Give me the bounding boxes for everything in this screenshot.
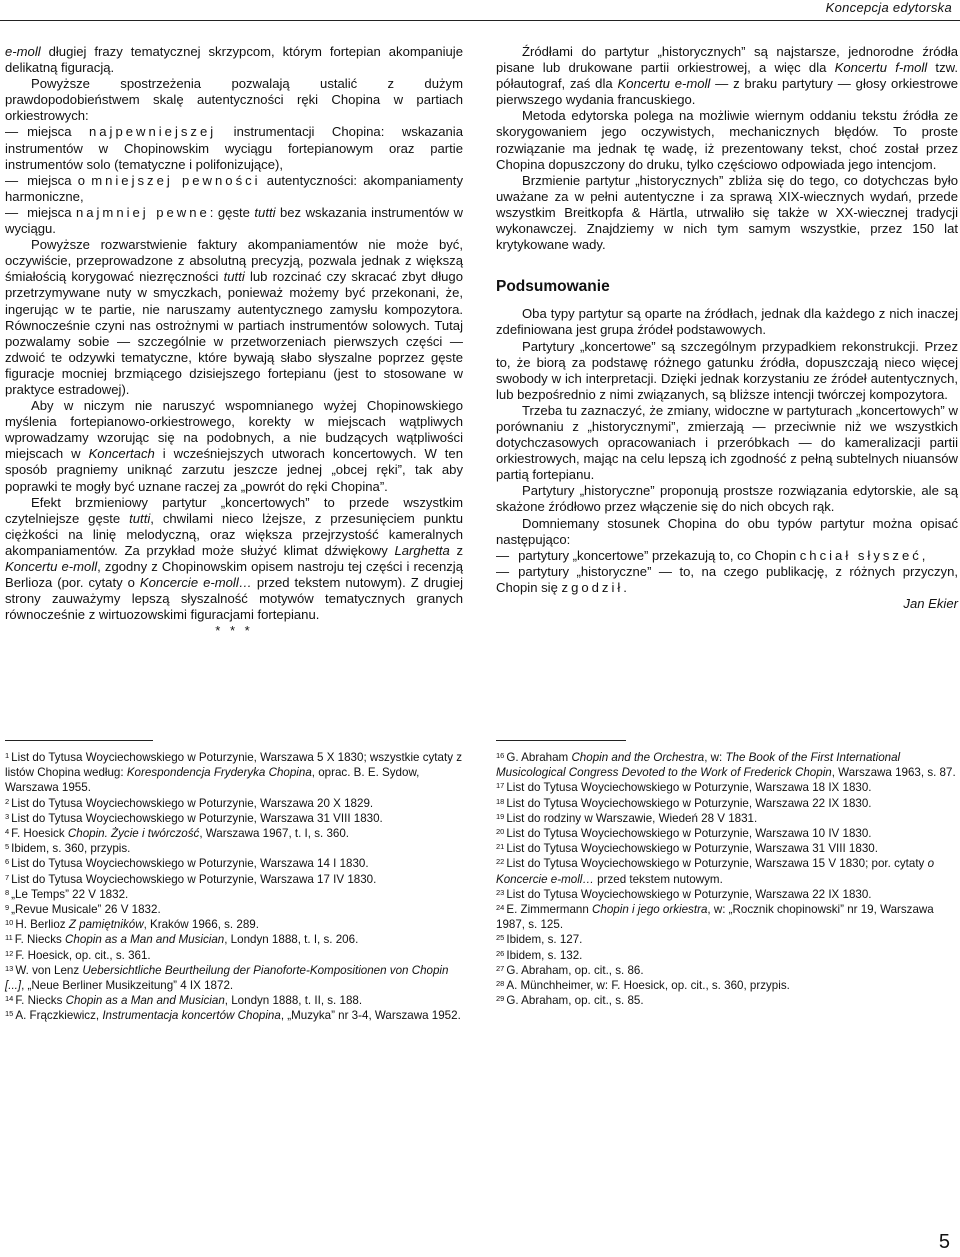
footnote-text: G. Abraham, op. cit., s. 85. [506, 994, 644, 1008]
footnote-number: 18 [496, 796, 505, 806]
footnote-number: 29 [496, 994, 505, 1004]
footnote-text: F. Hoesick Chopin. Życie i twórczość, Warszawa 1967, t. I, s. 360. [11, 827, 350, 841]
footnote-number: 11 [5, 933, 13, 943]
footnote [496, 856, 958, 886]
footnote-number: 7 [5, 872, 10, 882]
paragraph: Partytury „koncertowe” są szczególnym przypadkiem rekonstrukcji. Przez to, że biorą za podstawę różnego gatunku źródła, dopuszczają nieco więcej swobody w ich interpretacji. Dzięki jednak korzystaniu ze źródeł autentycznych, lub bezpośrednio z nimi związanych, są bliższe intencji twórczej kompozytora. [496, 338, 958, 402]
footnote-number: 8 [5, 887, 10, 897]
footnote-number: 27 [496, 963, 505, 973]
left-column [5, 44, 463, 639]
footnote [5, 872, 463, 887]
footnote-text: List do Tytusa Woyciechowskiego w Poturzynie, Warszawa 18 IX 1830. [506, 781, 872, 795]
footnote [496, 993, 958, 1008]
footnote [5, 948, 463, 963]
footnote-text: „Le Temps” 22 V 1832. [11, 887, 129, 901]
footnote-text: A. Frączkiewicz, Instrumentacja koncertów Chopina, „Muzyka” nr 3-4, Warszawa 1952. [15, 1009, 461, 1023]
running-head: Koncepcja edytorska [825, 0, 952, 15]
footnote-text: List do Tytusa Woyciechowskiego w Poturzynie, Warszawa 17 IV 1830. [11, 872, 377, 886]
paragraph: Oba typy partytur są oparte na źródłach, jednak dla każdego z nich inaczej zdefiniowana jest grupa źródeł podstawowych. [496, 306, 958, 338]
footnote-number: 9 [5, 903, 10, 913]
footnote-number: 19 [496, 811, 505, 821]
footnote [5, 796, 463, 811]
footnote [5, 1008, 463, 1023]
footnote-text: List do Tytusa Woyciechowskiego w Poturzynie, Warszawa 5 X 1830; wszystkie cytaty z listów Chopina według: Korespondencja Fryderyka Chopina, oprac. B. E. Sydow, Warszawa 1955. [5, 751, 463, 795]
footnote-text: G. Abraham, op. cit., s. 86. [506, 963, 644, 977]
footnote-number: 22 [496, 857, 505, 867]
author-signature: Jan Ekier [903, 596, 958, 611]
footnote-number: 5 [5, 842, 10, 852]
footnote-text: A. Münchheimer, w: F. Hoesick, op. cit., s. 360, przypis. [506, 979, 790, 993]
footnote-number: 3 [5, 811, 10, 821]
footnote-rule-right [496, 740, 626, 741]
footnote [496, 932, 958, 947]
footnote-number: 4 [5, 827, 10, 837]
footnote [5, 932, 463, 947]
footnotes-left [5, 750, 463, 1024]
dash-list-item: — partytury „historyczne” — to, na czego publikację, z różnych przyczyn, Chopin się zgodził. [496, 564, 958, 596]
footnote [496, 948, 958, 963]
footnote-text: List do Tytusa Woyciechowskiego w Poturzynie, Warszawa 22 IX 1830. [506, 887, 872, 901]
footnote [496, 750, 958, 780]
footnote-text: H. Berlioz Z pamiętników, Kraków 1966, s. 289. [15, 918, 259, 932]
footnote [496, 887, 958, 902]
paragraph: Brzmienie partytur „historycznych” zbliża się do tego, co dotychczas było uważane za w pełni autentyczne i za sprawą XIX-wiecznych wydań, przede wszystkim Breitkopfa & Härtla, utrwaliło się także w XX-wiecznej tradycji wykonawczej. Znajdziemy w nich tym samym wszystkie, przez 150 lat krytykowane wady. [496, 172, 958, 253]
section-heading: Podsumowanie [496, 278, 610, 296]
footnote-number: 21 [496, 842, 505, 852]
footnote-number: 24 [496, 903, 505, 913]
footnote [5, 750, 463, 796]
footnote-text: E. Zimmermann Chopin i jego orkiestra, w: „Rocznik chopinowski” nr 19, Warszawa 1987, s. 125. [496, 903, 934, 932]
paragraph: Partytury „historyczne” proponują prostsze rozwiązania edytorskie, ale są skażone źródłowo przez włączenie się do nich obcych rąk. [496, 483, 958, 515]
footnote [496, 978, 958, 993]
footnote [5, 887, 463, 902]
footnote-text: Ibidem, s. 127. [506, 933, 583, 947]
footnote [5, 826, 463, 841]
footnote-number: 16 [496, 751, 505, 760]
footnote-number: 20 [496, 827, 505, 837]
footnote-text: F. Niecks Chopin as a Man and Musician, Londyn 1888, t. I, s. 206. [14, 933, 359, 947]
footnote [496, 780, 958, 795]
paragraph: e-moll długiej frazy tematycznej skrzypcom, którym fortepian akompaniuje delikatną figuracją. [5, 44, 463, 76]
footnote-text: „Revue Musicale” 26 V 1832. [11, 903, 161, 917]
paragraph: Metoda edytorska polega na możliwie wiernym oddaniu tekstu źródła ze skorygowaniem jego oczywistych, mechanicznych błędów. To proste rozwiązanie ma jednak tę wadę, iż prezentowany tekst, choć został przez Chopina dopuszczony do druku, tylko częściowo odpowiada jego intencjom. [496, 108, 958, 172]
footnote-number: 23 [496, 887, 505, 897]
footnote-number: 26 [496, 948, 505, 958]
footnote-number: 13 [5, 963, 14, 973]
footnote-text: List do Tytusa Woyciechowskiego w Poturzynie, Warszawa 15 V 1830; por. cytaty o Koncercie e-moll… przed tekstem nutowym. [496, 857, 935, 886]
footnote-text: W. von Lenz Uebersichtliche Beurtheilung der Pianoforte-Kompositionen von Chopin [...], „Neue Berliner Musikzeitung” 4 IX 1872. [5, 963, 449, 993]
footnote-number: 6 [5, 857, 10, 867]
footnote [496, 902, 958, 932]
dash-list-item: — partytury „koncertowe” przekazują to, co Chopin chciał słyszeć, [496, 548, 958, 564]
footnote-number: 14 [5, 994, 14, 1004]
footnote [5, 917, 463, 932]
section-divider: * * * [215, 623, 253, 639]
paragraph: Trzeba tu zaznaczyć, że zmiany, widoczne w partyturach „koncertowych” w porównaniu z „historycznymi”, zmierzają — przeciwnie niż we wszystkich dotychczasowych opracowaniach i przeróbkach — do kameralizacji partii orkiestrowych, mając na celu lepszą ich zgodność z pełną subtelnych niuansów partią fortepianu. [496, 402, 958, 483]
paragraph: Aby w niczym nie naruszyć wspomnianego wyżej Chopinowskiego myślenia fortepianowo-orkiestrowego, korekty w miejscach wątpliwych wprowadzamy wzorując się na podobnych, a nie budzących wątpliwości miejscach w Koncertach i wcześniejszych utworach koncertowych. W ten sposób pragniemy uniknąć zarzutu jeszcze jednej „obcej ręki”, tak aby poprawki te mogły być uznane raczej za „powrót do ręki Chopina”. [5, 398, 463, 494]
footnote-rule-left [5, 740, 153, 741]
footnote [5, 963, 463, 993]
footnote-number: 10 [5, 918, 14, 928]
footnote [496, 796, 958, 811]
footnote-text: G. Abraham Chopin and the Orchestra, w: The Book of the First International Musicological Congress Devoted to the Work of Frederick Chopin, Warszawa 1963, s. 87. [496, 751, 956, 780]
footnote-text: List do Tytusa Woyciechowskiego w Poturzynie, Warszawa 14 I 1830. [11, 857, 369, 871]
page-number: 5 [938, 1231, 950, 1253]
footnote-number: 15 [5, 1009, 14, 1019]
footnote [496, 841, 958, 856]
footnote-text: List do Tytusa Woyciechowskiego w Poturzynie, Warszawa 10 IV 1830. [506, 827, 872, 841]
header-rule [0, 20, 960, 21]
paragraph: Domniemany stosunek Chopina do obu typów partytur można opisać następująco: [496, 515, 958, 547]
footnote-number: 12 [5, 948, 14, 958]
footnote-number: 25 [496, 933, 505, 943]
footnote-text: F. Niecks Chopin as a Man and Musician, Londyn 1888, t. II, s. 188. [15, 994, 363, 1008]
footnote-number: 1 [5, 751, 10, 760]
footnote [496, 826, 958, 841]
footnote-text: List do Tytusa Woyciechowskiego w Poturzynie, Warszawa 31 VIII 1830. [11, 811, 383, 825]
footnote-text: Ibidem, s. 132. [506, 948, 583, 962]
paragraph: Efekt brzmieniowy partytur „koncertowych” to przede wszystkim czytelniejsze gęste tutti, chwilami nieco lżejsze, z przesunięciem punktu ciężkości na linię melodyczną, oraz większa przejrzystość kameralnych akompaniamentów. Za przykład może służyć klimat dźwiękowy Larghetta z Koncertu e-moll, zgodny z Chopinowskim opisem nastroju tej części i recenzją Berlioza (por. cytaty o Koncercie e-moll… przed tekstem nutowym). Z drugiej strony zauważymy lepszą słyszalność motywów tematycznych granych równocześnie z wirtuozowskimi figuracjami fortepianu. [5, 494, 464, 623]
footnote-text: List do Tytusa Woyciechowskiego w Poturzynie, Warszawa 20 X 1829. [11, 796, 374, 810]
footnote [5, 841, 463, 856]
footnote-text: List do Tytusa Woyciechowskiego w Poturzynie, Warszawa 22 IX 1830. [506, 796, 872, 810]
footnote [5, 856, 463, 871]
footnotes-right [496, 750, 958, 1008]
footnote-text: Ibidem, s. 360, przypis. [11, 842, 131, 856]
dash-list-item: — miejsca o mniejszej pewności autentyczności: akompaniamenty harmoniczne, [5, 173, 463, 205]
footnote [5, 993, 463, 1008]
footnote-number: 2 [5, 796, 10, 806]
paragraph: Powyższe rozwarstwienie faktury akompaniamentów nie może być, oczywiście, przeprowadzone z absolutną precyzją, pozwala jednak z większą śmiałością korygować niezręczności tutti lub rozcinać czy skracać zbyt długo przetrzymywane nuty w smyczkach, ponieważ możemy być przekonani, że, ingerując w te partie, nie naruszamy autentycznego zamysłu kompozytora. Równocześnie czyni nas ostrożnymi w partiach instrumentów solowych. Tutaj pozwalamy sobie — szczególnie w przetworzeniach pierwszych części — zdwoić te odzywki tematyczne, które bywają słabo słyszalne poprzez gęste figuracje mocniej brzmiącego dzisiejszego fortepianu (jest to stosowane w praktyce estradowej). [5, 237, 463, 397]
dash-list-item: — miejsca najmniej pewne: gęste tutti bez wskazania instrumentów w wyciągu. [5, 205, 463, 237]
footnote-text: F. Hoesick, op. cit., s. 361. [15, 948, 151, 962]
paragraph: Źródłami do partytur „historycznych” są najstarsze, jednorodne źródła pisane lub drukowane partii orkiestrowej, a więc dla Koncertu f-moll tzw. półautograf, zaś dla Koncertu e-moll — z braku partytury — głosy orkiestrowe pierwszego wydania francuskiego. [496, 44, 958, 108]
footnote-text: List do Tytusa Woyciechowskiego w Poturzynie, Warszawa 31 VIII 1830. [506, 842, 878, 856]
footnote-number: 28 [496, 979, 505, 989]
dash-list-item: — miejsca najpewniejszej instrumentacji Chopina: wskazania instrumentów w Chopinowskim wyciągu fortepianowym oraz partie instrumentów solo (tematyczne i polifonizujące), [5, 124, 463, 172]
footnote [5, 902, 463, 917]
footnote [496, 963, 958, 978]
footnote [5, 811, 463, 826]
footnote-number: 17 [496, 781, 505, 791]
paragraph: Powyższe spostrzeżenia pozwalają ustalić z dużym prawdopodobieństwem skalę autentyczności ręki Chopina w partiach orkiestrowych: [5, 76, 463, 124]
footnote-text: List do rodziny w Warszawie, Wiedeń 28 V 1831. [506, 811, 758, 825]
footnote [496, 811, 958, 826]
right-column [496, 44, 958, 612]
